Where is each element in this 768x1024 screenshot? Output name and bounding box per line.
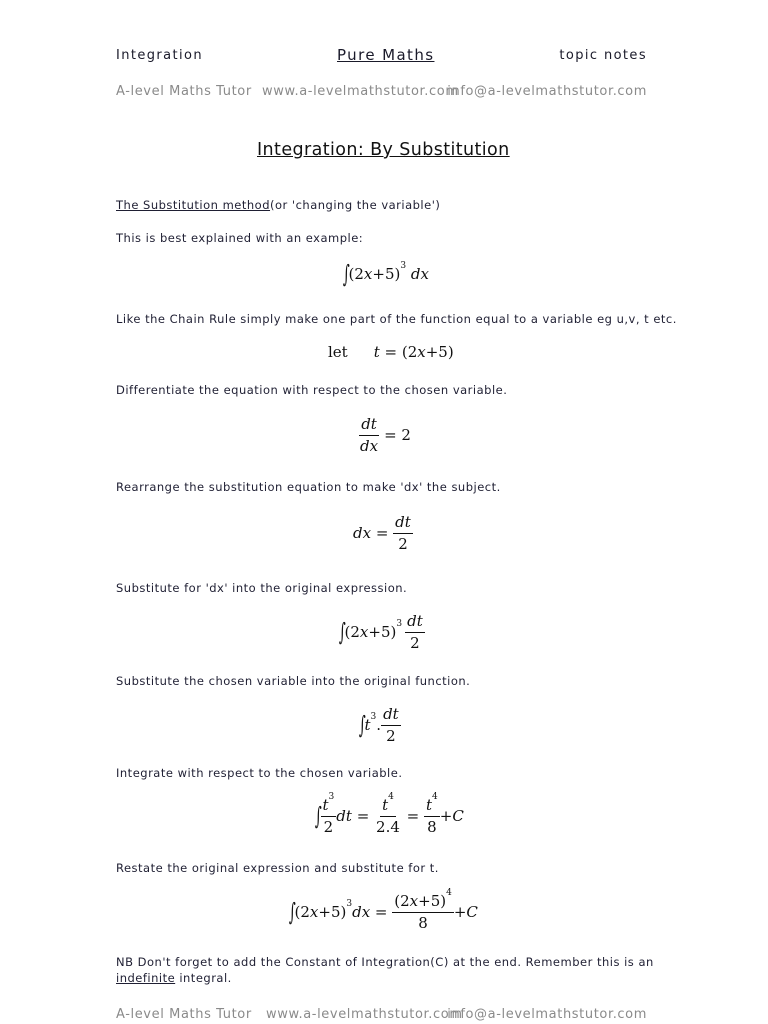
equation-dx-subject: dx = $\frac{dt}{2}$ (353, 513, 411, 553)
page-title: Integration: By Substitution (257, 140, 510, 160)
header-topic: Integration (116, 48, 204, 63)
equation-derivative: $\frac{dt}{dx}$ = 2 (360, 415, 411, 455)
note-indefinite: indefinite (116, 971, 176, 985)
note-integral: integral. (175, 971, 232, 985)
equation-in-t: ∫ $t^3$. $\frac{dt}{2}$ (358, 705, 399, 745)
note-line-2 (116, 971, 232, 985)
equation-original-integral: ∫ $(2x+5)^3$ dx (342, 260, 429, 288)
equation-integrated: ∫ $\frac{t^3}{2}$ dt = $\frac{t^4}{2.4}$ = $\frac{t^4}{8}$ +C (314, 792, 464, 836)
equation-final-answer: ∫ $(2x+5)^3dx$ = $\frac{(2x+5)^4}{8}$ +C (288, 888, 478, 932)
step-chain-rule: Like the Chain Rule simply make one part of the function equal to a variable eg u,v, t etc. (116, 312, 677, 326)
header-website-link[interactable]: www.a-levelmathstutor.com (262, 84, 459, 99)
step-substitute-variable: Substitute the chosen variable into the original function. (116, 674, 471, 688)
equation-let-substitution: let t = (2x+5) (328, 343, 454, 361)
header-email-link[interactable]: info@a-levelmathstutor.com (447, 84, 647, 99)
step-differentiate: Differentiate the equation with respect to the chosen variable. (116, 383, 508, 397)
header-tutor: A-level Maths Tutor (116, 84, 252, 99)
example-intro: This is best explained with an example: (116, 231, 364, 245)
footer-email-link[interactable]: info@a-levelmathstutor.com (447, 1007, 647, 1022)
method-heading: The Substitution method (116, 198, 271, 212)
method-line (116, 198, 440, 212)
step-rearrange: Rearrange the substitution equation to make 'dx' the subject. (116, 480, 501, 494)
method-aside: (or 'changing the variable') (270, 198, 441, 212)
footer-tutor: A-level Maths Tutor (116, 1007, 252, 1022)
footer-website-link[interactable]: www.a-levelmathstutor.com (266, 1007, 463, 1022)
step-restate: Restate the original expression and substitute for t. (116, 861, 439, 875)
header-type: topic notes (559, 48, 647, 63)
step-substitute-dx: Substitute for 'dx' into the original expression. (116, 581, 408, 595)
note-line-1: NB Don't forget to add the Constant of Integration(C) at the end. Remember this is an (116, 955, 654, 969)
step-integrate: Integrate with respect to the chosen variable. (116, 766, 403, 780)
header-subject: Pure Maths (337, 46, 435, 64)
equation-substituted-dx: ∫ $(2x+5)^3$ $\frac{dt}{2}$ (338, 612, 423, 652)
let-word: let (328, 343, 348, 361)
